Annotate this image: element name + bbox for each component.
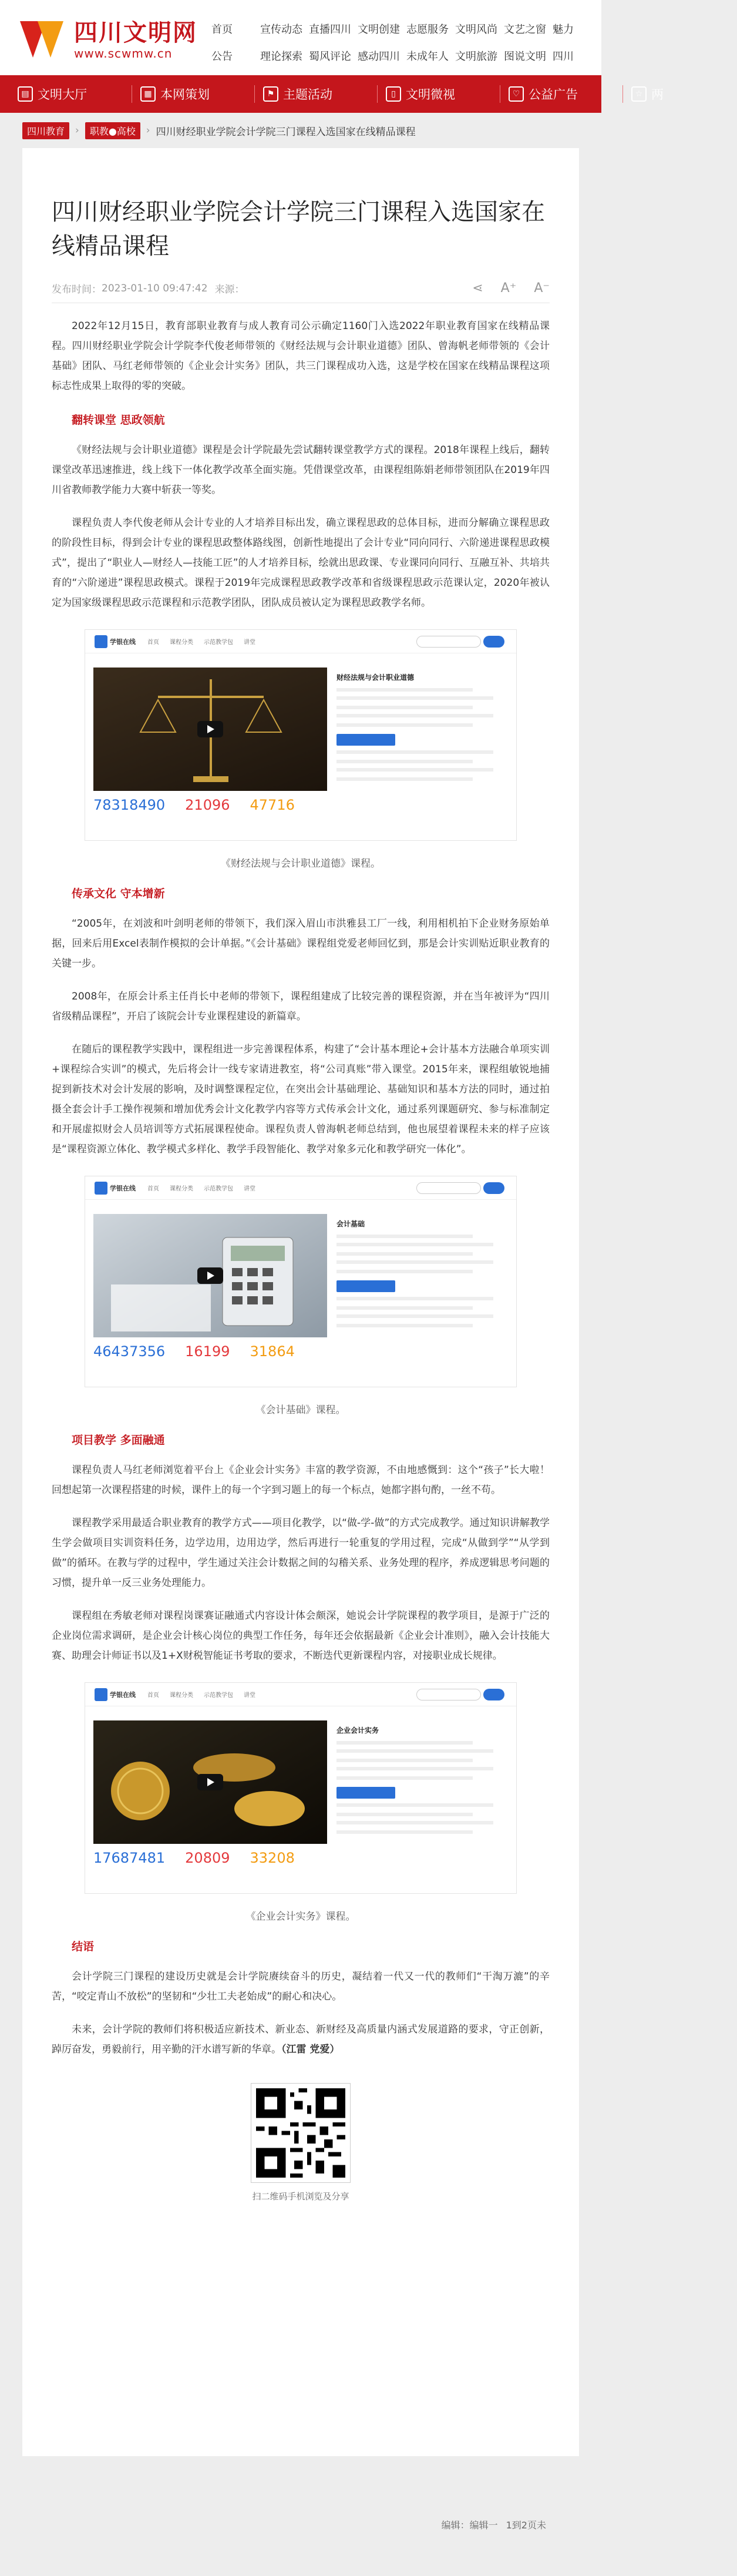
course-screenshot-3[interactable] [85,1682,517,1894]
paragraph: 课程组在秀敏老师对课程岗课赛证融通式内容设计体会颇深，她说会计学院课程的教学项目，是源于广泛的企业岗位需求调研，是企业会计核心岗位的典型工作任务，每年还会依据最新《企业会计准则》，融入会计技能大赛、助理会计师证书以及1+X财税智能证书考取的要求，不断迭代更新课程内容，对接职业成长规律。 [52,1610,550,1662]
channel-nav-label: 主题活动 [283,88,332,102]
top-nav-item[interactable]: 文明创建 [358,24,400,36]
section-title: 传承文化 守本增新 [72,887,165,900]
font-decrease-icon[interactable]: A⁻ [534,281,550,296]
nav-separator [622,85,623,103]
section-title: 项目教学 多面融通 [72,1434,165,1447]
course-screenshot-1[interactable] [85,629,517,841]
doc-icon: ▤ [18,86,33,102]
paragraph: 2008年，在原会计系主任肖长中老师的带领下，课程组建成了比较完善的课程资源，并在当年被评为“四川省级精品课程”，开启了该院会计专业课程建设的新篇章。 [52,991,550,1022]
top-nav-item[interactable]: 公告 [211,51,233,63]
paragraph: 课程教学采用最适合职业教育的教学方式——项目化教学，以“做-学-做”的方式完成教学。通过知识讲解教学生学会做项目实训资料任务，边学边用，边用边学，然后再进行一轮重复的学用过程，完成“从做到学”“从学到做”的循环。在教与学的过程中，学生通过关注会计数据之间的勾稽关系、业务处理的程序，养成逻辑思考问题的习惯，提升单一反三业务处理能力。 [52,1517,550,1589]
breadcrumb [0,113,601,148]
author-signature: （江雷 党爱） [281,2044,340,2055]
platform-name: 学银在线 [110,638,136,646]
menu-item: 课程分类 [170,639,193,646]
course-stats [93,797,295,813]
site-logo[interactable] [20,18,197,62]
article-meta [52,274,550,303]
stat-views: 17687481 [93,1850,166,1866]
logo-mark-icon [20,18,68,62]
course-stats [93,1343,295,1360]
top-nav-item[interactable]: 首页 [211,24,233,36]
course-info-panel [336,668,507,836]
page-indicator: 1到2页未 [506,2520,546,2531]
channel-nav-label: 公益广告 [529,88,578,102]
heart-icon: ♡ [509,86,524,102]
top-nav-item[interactable]: 志愿服务 [406,24,449,36]
course-name: 会计基础 [336,1220,365,1228]
stat-learners: 20809 [185,1850,230,1866]
menu-item: 示范教学包 [204,639,233,646]
figure-caption: 《财经法规与会计职业道德》课程。 [221,858,381,870]
menu-item: 首页 [147,639,159,646]
qr-caption: 扫二维码手机浏览及分享 [252,2191,349,2202]
menu-item: 首页 [147,1186,159,1192]
menu-item: 课程分类 [170,1186,193,1192]
platform-logo-icon [95,1182,107,1195]
paragraph: “2005年，在刘波和叶剑明老师的带领下，我们深入眉山市洪雅县工厂一线，利用相机拍下企业财务原始单据，回来后用Excel表制作模拟的会计单据。”《会计基础》课程组党爱老师回忆到，那是会计实训贴近职业教育的关键一步。 [52,918,550,970]
play-button-icon[interactable] [197,1267,223,1284]
top-nav-item[interactable]: 蜀风评论 [309,51,351,63]
menu-item: 示范教学包 [204,1692,233,1699]
search-box [416,1689,481,1700]
channel-nav-label: 本网策划 [160,88,210,102]
menu-item: 讲堂 [244,1186,255,1192]
channel-nav-item[interactable] [509,85,614,103]
stat-interactions: 31864 [250,1343,295,1360]
platform-logo-icon [95,635,107,648]
nav-separator [254,85,255,103]
editor-info [442,2518,546,2531]
intro-paragraph: 2022年12月15日，教育部职业教育与成人教育司公示确定1160门入选2022年职业教育国家在线精品课程。四川财经职业学院会计学院李代俊老师带领的《财经法规与会计职业道德》团队、曾海帆老师带领的《会计基础》团队、马红老师带领的《企业会计实务》团队，共三门课程成功入选，这是学校在国家在线精品课程这项标志性成果上取得的零的突破。 [52,320,550,392]
article-title: 四川财经职业学院会计学院三门课程入选国家在线精品课程 [52,199,545,260]
course-stats [93,1850,295,1866]
menu-item: 讲堂 [244,1692,255,1699]
channel-nav-item[interactable] [386,85,492,103]
figure-caption: 《会计基础》课程。 [255,1404,346,1416]
paragraph: 课程负责人马红老师浏览着平台上《企业会计实务》丰富的教学资源，不由地感慨到：这个“孩子”长大啦！回想起第一次课程搭建的时候，课件上的每一个字到习题上的每一个标点，她都字斟句酌，一丝不苟。 [52,1464,550,1496]
breadcrumb-subchannel[interactable]: 职教●高校 [85,122,140,139]
top-nav-item[interactable]: 直播四川 [309,24,351,36]
search-icon [483,1689,504,1700]
site-name: 四川文明网 [74,19,197,46]
video-player[interactable] [93,1214,327,1337]
play-button-icon[interactable] [197,721,223,737]
breadcrumb-arrow-icon: › [146,125,150,136]
channel-nav-item[interactable] [18,85,123,103]
top-nav-item[interactable]: 理论探索 [260,51,302,63]
top-nav [211,21,601,63]
video-player[interactable] [93,1720,327,1844]
join-course-button [336,734,395,746]
platform-name: 学银在线 [110,1690,136,1699]
article-card [22,148,579,2531]
top-nav-item[interactable]: 文明风尚 [455,24,497,36]
course-name: 企业会计实务 [336,1726,379,1735]
source-label: 来源： [214,284,245,296]
site-url: www.scwmw.cn [74,46,173,61]
top-nav-item[interactable]: 文艺之窗 [504,24,546,36]
editor-label: 编辑：编辑一 [441,2520,498,2531]
section-title: 翻转课堂 思政领航 [72,414,165,427]
stat-interactions: 47716 [250,797,295,813]
menu-item: 课程分类 [170,1692,193,1699]
qr-code [251,2083,351,2183]
channel-nav-label: 文明大厅 [38,88,87,102]
star-icon: ☆ [631,86,647,102]
breadcrumb-current: 四川财经职业学院会计学院三门课程入选国家在线精品课程 [156,126,416,138]
stat-learners: 21096 [185,797,230,813]
stat-learners: 16199 [185,1343,230,1360]
channel-nav [0,75,664,113]
menu-item: 首页 [147,1692,159,1699]
closing-text: 未来，会计学院的教师们将积极适应新技术、新业态、新财经及高质量内涵式发展道路的要求，守正创新，踔厉奋发，勇毅前行，用辛勤的汗水谱写新的华章。 [52,2024,550,2055]
channel-nav-item[interactable] [140,85,246,103]
channel-nav-label: 文明微视 [406,88,455,102]
course-info-panel [336,1214,507,1382]
paragraph: 《财经法规与会计职业道德》课程是会计学院最先尝试翻转课堂教学方式的课程。2018年课程上线后，翻转课堂改革迅速推进，线上线下一体化教学改革全面实施。凭借课堂改革，由课程组陈娟老师带领团队在2019年四川省教师教学能力大赛中斩获一等奖。 [52,444,550,496]
top-nav-item[interactable]: 魅力 [553,24,574,36]
publish-label: 发布时间： [52,284,102,296]
play-button-icon[interactable] [197,1774,223,1790]
course-name: 财经法规与会计职业道德 [336,673,415,682]
paragraph: 会计学院三门课程的建设历史就是会计学院赓续奋斗的历史，凝结着一代又一代的教师们“干淘万漉”的辛苦，“咬定青山不放松”的坚韧和“少壮工夫老始成”的耐心和决心。 [52,1971,550,2003]
top-nav-item[interactable]: 感动四川 [358,51,400,63]
share-icon[interactable]: ⋖ [472,281,483,296]
top-nav-item[interactable]: 宣传动态 [260,24,302,36]
breadcrumb-channel[interactable]: 四川教育 [22,122,69,139]
channel-nav-item[interactable] [631,85,737,103]
top-nav-item[interactable]: 文明旅游 [455,51,497,63]
channel-nav-label: 两 [651,88,664,102]
stat-views: 46437356 [93,1343,166,1360]
grid-icon: ▦ [140,86,156,102]
course-info-panel [336,1720,507,1889]
site-header [0,0,601,75]
platform-name: 学银在线 [110,1184,136,1192]
section-title: 结语 [72,1940,95,1953]
top-nav-item[interactable]: 未成年人 [406,51,449,63]
search-icon [483,636,504,648]
menu-item: 示范教学包 [204,1186,233,1192]
font-increase-icon[interactable]: A⁺ [500,281,517,296]
stat-interactions: 33208 [250,1850,295,1866]
stat-views: 78318490 [93,797,166,813]
figure-caption: 《企业会计实务》课程。 [245,1911,356,1923]
nav-separator [377,85,378,103]
paragraph: 在随后的课程教学实践中，课程组进一步完善课程体系，构建了“会计基本理论+会计基本方法融合单项实训+课程综合实训”的模式，先后将会计一线专家请进教室，将“公司真账”带入课堂。2015年来，课程组敏锐地捕捉到新技术对会计发展的影响，及时调整课程定位，在突出会计基础理论、基础知识和基本方法的同时，通过拍摄全套会计手工操作视频和增加优秀会计文化教学内容等方式传承会计文化，通过系列课题研究、参与标准制定和开展虚拟财会人员培训等方式拓展课程使命。课程负责人曾海帆老师总结到，他也展望着课程未来的样子应该是“课程资源立体化、教学模式多样化、教学手段智能化、教学对象多元化和教学研究一体化”。 [52,1044,550,1155]
phone-icon: ▯ [386,86,401,102]
publish-time: 2023-01-10 09:47:42 [102,282,208,294]
channel-nav-item[interactable] [263,85,369,103]
video-player[interactable] [93,668,327,791]
search-box [416,636,481,648]
platform-logo-icon [95,1688,107,1701]
top-nav-item[interactable]: 四川 [553,51,574,63]
search-box [416,1182,481,1194]
top-nav-item[interactable]: 图说文明 [504,51,546,63]
qr-code-icon [256,2088,345,2178]
flag-icon: ⚑ [263,86,278,102]
join-course-button [336,1787,395,1799]
join-course-button [336,1280,395,1292]
paragraph: 课程负责人李代俊老师从会计专业的人才培养目标出发，确立课程思政的总体目标，进而分解确立课程思政的阶段性目标，得到会计专业的课程思政整体路线图，创新性地提出了会计专业“同向同行、六阶递进课程思政模式”，提出了“职业人—财经人—技能工匠”的人才培养目标，绘就出思政课、专业课同向同行、互融互补、共培共育的“六阶递进”课程思政模式。课程于2019年完成课程思政教学改革和省级课程思政示范课认定，2020年被认定为国家级课程思政示范课程和示范教学团队，团队成员被认定为课程思政教学名师。 [52,517,550,609]
menu-item: 讲堂 [244,639,255,646]
course-screenshot-2[interactable] [85,1176,517,1387]
breadcrumb-arrow-icon: › [75,125,79,136]
paragraph [52,2020,550,2060]
search-icon [483,1182,504,1194]
